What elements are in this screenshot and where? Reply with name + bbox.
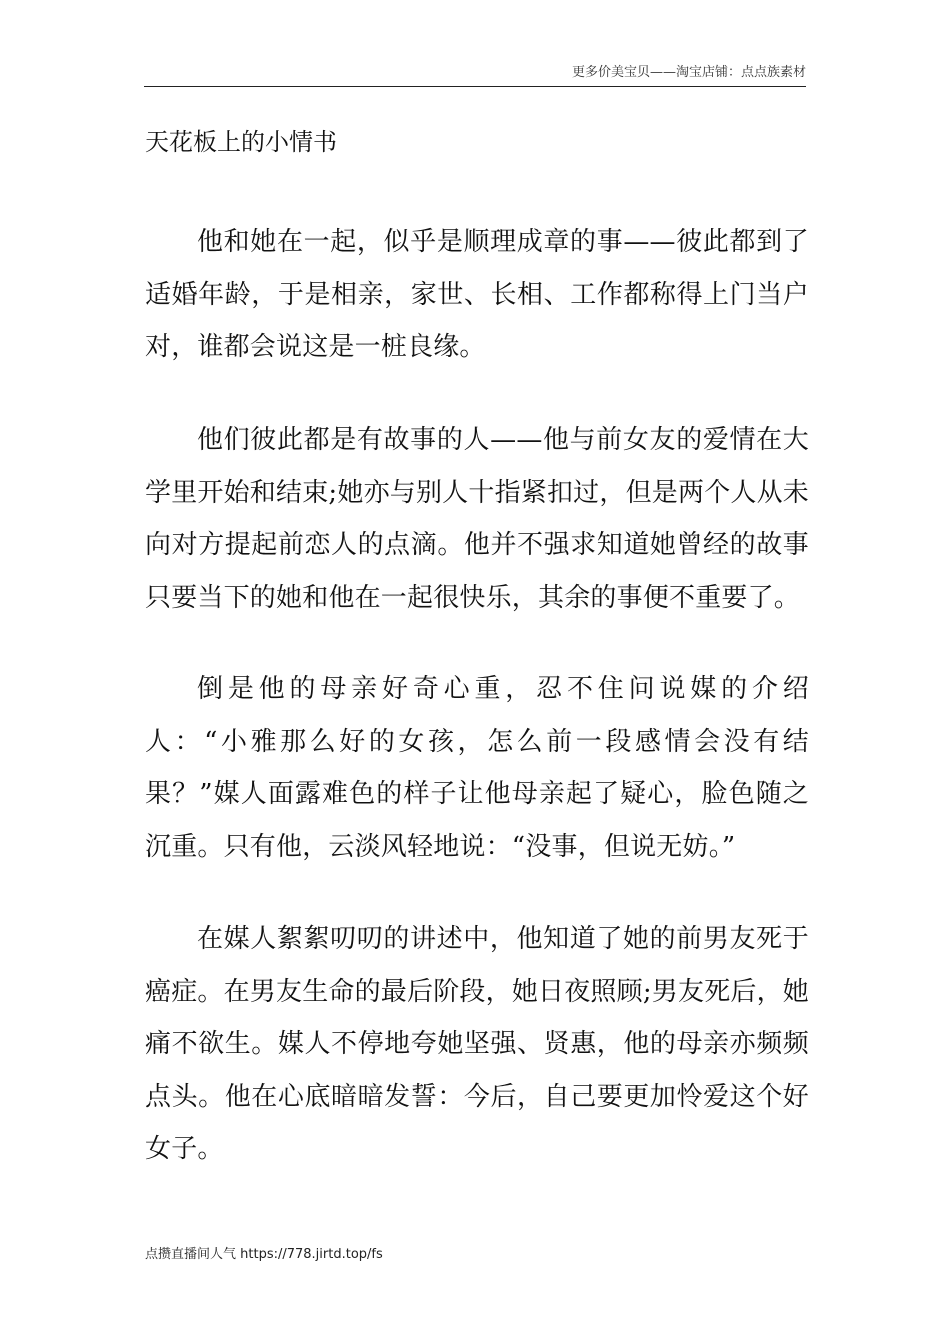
header-text: 更多价美宝贝——淘宝店铺：点点族素材	[571, 65, 806, 80]
paragraph-2: 他们彼此都是有故事的人——他与前女友的爱情在大学里开始和结束;她亦与别人十指紧扣过，但是两个人从未向对方提起前恋人的点滴。他并不强求知道她曾经的故事只要当下的她和他在一起很快乐，其余的事便不重要了。	[145, 425, 809, 613]
paragraph-4: 在媒人絮絮叨叨的讲述中，他知道了她的前男友死于癌症。在男友生命的最后阶段，她日夜照顾;男友死后，她痛不欲生。媒人不停地夸她坚强、贤惠，他的母亲亦频频点头。他在心底暗暗发誓：今后，自己要更加怜爱这个好女子。	[145, 924, 809, 1164]
document-title: 天花板上的小情书	[145, 128, 337, 156]
paragraph-3: 倒是他的母亲好奇心重，忍不住问说媒的介绍人：“小雅那么好的女孩，怎么前一段感情会没有结果？”媒人面露难色的样子让他母亲起了疑心，脸色随之沉重。只有他，云淡风轻地说：“没事，但说无妨。”	[145, 674, 809, 862]
paragraph-1: 他和她在一起，似乎是顺理成章的事——彼此都到了适婚年龄，于是相亲，家世、长相、工作都称得上门当户对，谁都会说这是一桩良缘。	[145, 227, 809, 362]
page-footer	[145, 1246, 383, 1264]
page-header	[144, 64, 806, 87]
footer-text: 点攒直播间人气 https://778.jirtd.top/fs	[145, 1247, 383, 1262]
